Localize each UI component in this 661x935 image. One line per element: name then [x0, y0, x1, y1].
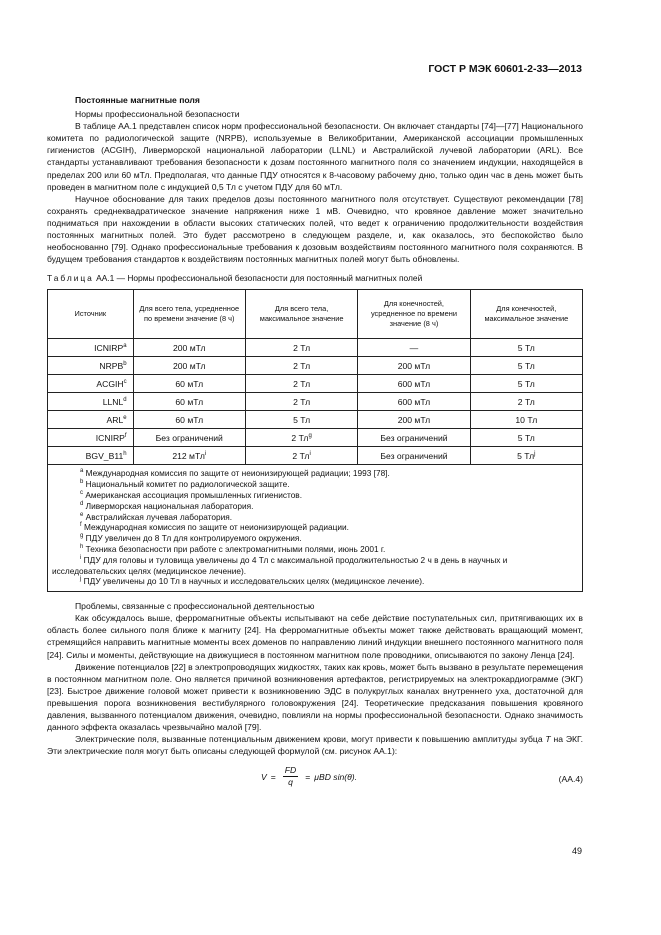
- footnote-marker: i: [309, 451, 311, 457]
- table-cell: 5 Тл: [470, 429, 582, 447]
- table-cell: Без ограничений: [358, 429, 470, 447]
- table-cell: 200 мТл: [358, 411, 470, 429]
- table-cell: 10 Тл: [470, 411, 582, 429]
- table-cell: 2 Тл: [245, 339, 357, 357]
- formula-rhs: μBD sin(θ).: [314, 771, 358, 782]
- formula-equals: =: [270, 771, 276, 782]
- paragraph: Электрические поля, вызванные потенциальным движением крови, могут привести к повышению амплитуды зубца T на ЭКГ. Эти электрические поля могут быть описаны следующей формулой (см. рисунок АА.1):: [47, 734, 583, 757]
- column-header: Для конечностей, максимальное значение: [470, 290, 582, 339]
- norms-table: [47, 289, 583, 592]
- formula-denominator: q: [288, 777, 293, 788]
- paragraph: Движение потенциалов [22] в электропроводящих жидкостях, таких как кровь, может быть вызвано в результате перемещения в постоянном магнитном поле. Оно является причиной возникновения артефактов, регистрируемых на электрокардиограмме (ЭКГ) [23]. Быстрое движение головой может привести к возникновению ЭДС в полукруглых каналах внутреннего уха, достаточной для превышения порога возникновения вестибулярного головокружения [24]. Теоретические предсказания повышения кровяного давления, вызванного потенциалом движения, очевидно, повлияли на нормы профессиональной безопасности. Однако значимость данного эффекта оказалась чрезвычайно малой [79].: [47, 661, 583, 733]
- table-cell: 2 Тл: [470, 393, 582, 411]
- source-cell: [48, 357, 134, 375]
- table-cell: [245, 447, 357, 465]
- table-caption-label: Таблица: [47, 273, 94, 284]
- source-cell: [48, 411, 134, 429]
- table-caption: [47, 272, 583, 284]
- formula-numerator: FD: [284, 765, 297, 776]
- table-cell: 2 Тл: [245, 375, 357, 393]
- cell-value: 2 Тл: [292, 450, 310, 461]
- paragraph: В таблице АА.1 представлен список норм профессиональной безопасности. Он включает стандарты [74]—[77] Национального комитета по радиологической защите (NRPB), используемые в Великобритании, Американской ассоциации промышленных гигиенистов (ACGIH), Ливерморской национальной лаборатории (LLNL) и Австралийской лучевой лаборатории (ARL). Все стандарты устанавливают требования безопасности к дозам постоянного магнитного поля со значением индукции, находящейся в пределах 200 или 60 мТл. Предполагая, что данные ПДУ относятся к 8-часовому рабочему дню, только один час в день может быть проведен в магнитном поле с индукцией 0,5 Тл с учетом ПДУ для 60 мТл.: [47, 121, 583, 192]
- section-subheading: Нормы профессиональной безопасности: [75, 109, 240, 120]
- table-row: [48, 393, 583, 411]
- table-cell: 2 Тл: [245, 357, 357, 375]
- table-row: [48, 447, 583, 465]
- table-footnote: $^d$ Ливерморская национальная лаборатория.: [80, 500, 254, 511]
- source-name: ACGIH: [96, 378, 124, 389]
- footnote-marker: f: [124, 433, 127, 439]
- source-name: ARL: [106, 414, 124, 425]
- table-footnotes: [48, 465, 583, 592]
- cell-value: 2 Тл: [291, 432, 309, 443]
- formula-lhs: V: [261, 771, 267, 782]
- footnote-marker: b: [123, 361, 127, 367]
- table-cell: 600 мТл: [358, 393, 470, 411]
- formula-expression: [261, 765, 357, 788]
- page-number: 49: [571, 846, 582, 856]
- table-caption-text: АА.1 — Нормы профессиональной безопасности для постоянный магнитных полей: [93, 273, 423, 284]
- source-cell: [48, 429, 134, 447]
- footnote-marker: j: [534, 451, 536, 457]
- footnote-marker: i: [204, 451, 207, 457]
- table-cell: [470, 447, 582, 465]
- column-header: Для всего тела, максимальное значение: [245, 290, 357, 339]
- source-name: BGV_B11: [85, 450, 124, 461]
- table-row: [48, 339, 583, 357]
- formula-aa4: [47, 763, 583, 793]
- table-footnote: $^f$ Международная комиссия по защите от неионизирующей радиации.: [80, 522, 349, 533]
- column-header: Для конечностей, усредненное по времени значение (8 ч): [358, 290, 470, 339]
- footnote-marker: d: [123, 397, 127, 403]
- column-header: Для всего тела, усредненное по времени значение (8 ч): [133, 290, 245, 339]
- table-footnote: $^b$ Национальный комитет по радиологической защите.: [80, 479, 290, 490]
- cell-value: 5 Тл: [517, 450, 535, 461]
- table-cell: 200 мТл: [133, 357, 245, 375]
- table-footnote: $^a$ Международная комиссия по защите от неионизирующей радиации; 1993 [78].: [80, 468, 390, 479]
- table-cell: Без ограничений: [358, 447, 470, 465]
- table-header-row: [48, 290, 583, 339]
- table-cell: Без ограничений: [133, 429, 245, 447]
- footnote-marker: e: [123, 415, 127, 421]
- cell-value: 212 мТл: [172, 450, 205, 461]
- table-cell: 5 Тл: [470, 357, 582, 375]
- table-cell: 200 мТл: [358, 357, 470, 375]
- source-cell: [48, 447, 134, 465]
- source-name: NRPB: [99, 360, 124, 371]
- document-header: ГОСТ Р МЭК 60601-2-33—2013: [428, 63, 582, 75]
- table-cell: 600 мТл: [358, 375, 470, 393]
- source-name: ICNIRP: [94, 342, 124, 353]
- formula-number: (АА.4): [558, 774, 583, 785]
- table-footnote: $^j$ ПДУ увеличены до 10 Тл в научных и исследовательских целях (медицинское лечение).: [80, 576, 425, 587]
- page-content: [47, 94, 583, 793]
- table-cell: 2 Тл: [245, 393, 357, 411]
- formula-equals: =: [305, 771, 311, 782]
- footnote-marker: c: [123, 379, 127, 385]
- table-row: [48, 357, 583, 375]
- table-footnote: $^i$ ПДУ для головы и туловища увеличены до 4 Тл с максимальной продолжительностью 2 ч в день в научных и исследовательских целях (медицинское лечение).: [52, 554, 508, 576]
- table-footnote: $^g$ ПДУ увеличен до 8 Тл для контролируемого окружения.: [80, 533, 302, 544]
- table-cell: [133, 447, 245, 465]
- table-cell: 5 Тл: [470, 375, 582, 393]
- source-name: LLNL: [102, 396, 124, 407]
- table-footnote: $^h$ Техника безопасности при работе с электромагнитными полями, июнь 2001 г.: [80, 543, 386, 554]
- table-row: [48, 375, 583, 393]
- formula-fraction: [283, 765, 298, 788]
- footnote-marker: g: [308, 433, 312, 439]
- table-cell: —: [358, 339, 470, 357]
- table-row: [48, 429, 583, 447]
- source-cell: [48, 393, 134, 411]
- column-header: Источник: [48, 290, 134, 339]
- table-cell: 60 мТл: [133, 393, 245, 411]
- table-footnotes-row: [48, 465, 583, 592]
- source-name: ICNIRP: [95, 432, 125, 443]
- table-cell: 60 мТл: [133, 375, 245, 393]
- table-cell: 5 Тл: [245, 411, 357, 429]
- table-footnote: $^c$ Американская ассоциация промышленных гигиенистов.: [80, 490, 303, 500]
- source-cell: [48, 339, 134, 357]
- table-footnote: $^e$ Австралийская лучевая лаборатория.: [80, 511, 233, 522]
- footnote-marker: a: [123, 343, 127, 349]
- source-cell: [48, 375, 134, 393]
- table-cell: 200 мТл: [133, 339, 245, 357]
- section-heading: Постоянные магнитные поля: [75, 95, 200, 105]
- table-cell: [245, 429, 357, 447]
- footnote-marker: h: [123, 451, 127, 457]
- paragraph: Научное обоснование для таких пределов дозы постоянного магнитного поля отсутствует. Существуют рекомендации [78] сохранять среднеквадратическое значение напряжения ниже 1 мВ. Очевидно, что кровяное давление может значительно подниматься при нахождении в области высоких статических полей, что ведет к ограничению продолжительности воздействия постоянных магнитных полей. Это будет рассмотрено в следующем разделе, и, как оказалось, это беспокойство было необоснованно [79]. Однако профессиональные требования к дозовым воздействиям постоянного магнитного поля сохраняются. В будущем требования стандартов к воздействиям постоянных магнитных полей могут быть обновлены.: [47, 193, 583, 265]
- table-row: [48, 411, 583, 429]
- table-cell: 5 Тл: [470, 339, 582, 357]
- paragraph: Как обсуждалось выше, ферромагнитные объекты испытывают на себе действие поступательных сил, притягивающих их в область более сильного поля ближе к магниту [24]. На ферромагнитные объекты может также действовать вращающий момент, стремящийся направить магнитные моменты всех доменов по направлению линий индукции внешнего постоянного магнитного поля [24]. Силы и моменты, действующие на движущиеся в постоянном магнитном поле проводники, описываются по закону Ленца [24].: [47, 613, 583, 660]
- table-cell: 60 мТл: [133, 411, 245, 429]
- section-subheading: Проблемы, связанные с профессиональной деятельностью: [75, 601, 315, 612]
